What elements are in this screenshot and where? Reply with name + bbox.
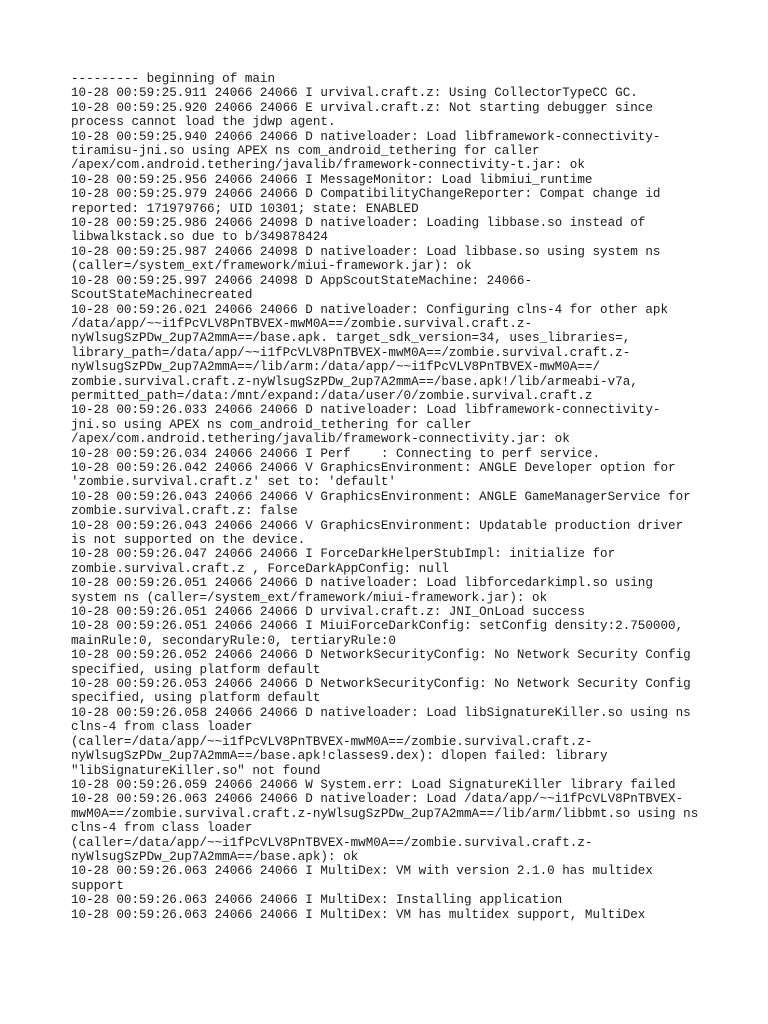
log-line: nyWlsugSzPDw_2up7A2mmA==/base.apk. target_sdk_version=34, uses_libraries=, bbox=[71, 331, 631, 346]
log-line: is not supported on the device. bbox=[71, 533, 306, 547]
log-line: zombie.survival.craft.z-nyWlsugSzPDw_2up7A2mmA==/base.apk!/lib/armeabi-v7a, bbox=[71, 374, 638, 389]
log-line: 10-28 00:59:26.063 24066 24066 D nativeloader: Load /data/app/~~i1fPcVLV8PnTBVEX- bbox=[71, 792, 684, 807]
log-line: /apex/com.android.tethering/javalib/framework-connectivity.jar: ok bbox=[71, 432, 570, 447]
log-line: libwalkstack.so due to b/349878424 bbox=[71, 230, 328, 245]
log-line: reported: 171979766; UID 10301; state: ENABLED bbox=[71, 201, 419, 216]
log-line: 10-28 00:59:26.051 24066 24066 D urvival.craft.z: JNI_OnLoad success bbox=[71, 605, 585, 620]
log-line: "libSignatureKiller.so" not found bbox=[71, 763, 321, 778]
log-line: 10-28 00:59:26.053 24066 24066 D NetworkSecurityConfig: No Network Security Config bbox=[71, 677, 691, 692]
log-line: jni.so using APEX ns com_android_tethering for caller bbox=[71, 417, 472, 432]
log-line: nyWlsugSzPDw_2up7A2mmA==/lib/arm:/data/app/~~i1fPcVLV8PnTBVEX-mwM0A==/ bbox=[71, 360, 601, 375]
log-line: 10-28 00:59:25.956 24066 24066 I MessageMonitor: Load libmiui_runtime bbox=[71, 172, 593, 187]
log-line: zombie.survival.craft.z: false bbox=[71, 504, 298, 519]
log-line: 10-28 00:59:26.063 24066 24066 I MultiDex: VM has multidex support, MultiDex bbox=[71, 907, 646, 922]
log-line: 10-28 00:59:26.047 24066 24066 I ForceDarkHelperStubImpl: initialize for bbox=[71, 547, 616, 562]
log-line: (caller=/system_ext/framework/miui-framework.jar): ok bbox=[71, 259, 472, 274]
log-line: 10-28 00:59:26.043 24066 24066 V GraphicsEnvironment: ANGLE GameManagerService for bbox=[71, 489, 691, 504]
log-line: support bbox=[71, 878, 124, 893]
log-document bbox=[71, 72, 731, 922]
log-line: 10-28 00:59:26.021 24066 24066 D nativeloader: Configuring clns-4 for other apk bbox=[71, 302, 669, 317]
log-line: tiramisu-jni.so using APEX ns com_android_tethering for caller bbox=[71, 144, 540, 159]
log-line: 10-28 00:59:26.051 24066 24066 I MiuiForceDarkConfig: setConfig density:2.750000, bbox=[71, 619, 684, 634]
log-line: library_path=/data/app/~~i1fPcVLV8PnTBVEX-mwM0A==/zombie.survival.craft.z- bbox=[71, 345, 631, 360]
log-line: --------- beginning of main bbox=[71, 72, 276, 86]
log-line: 10-28 00:59:26.052 24066 24066 D NetworkSecurityConfig: No Network Security Config bbox=[71, 648, 691, 663]
log-line: 'zombie.survival.craft.z' set to: 'default' bbox=[71, 475, 396, 490]
log-line: 10-28 00:59:26.058 24066 24066 D nativeloader: Load libSignatureKiller.so using ns bbox=[71, 705, 691, 720]
log-line: ScoutStateMachinecreated bbox=[71, 288, 253, 303]
log-line: 10-28 00:59:26.063 24066 24066 I MultiDex: Installing application bbox=[71, 893, 563, 908]
log-line: 10-28 00:59:25.940 24066 24066 D nativeloader: Load libframework-connectivity- bbox=[71, 129, 661, 144]
log-line: 10-28 00:59:26.034 24066 24066 I Perf : Connecting to perf service. bbox=[71, 446, 601, 461]
log-line: 10-28 00:59:26.059 24066 24066 W System.err: Load SignatureKiller library failed bbox=[71, 777, 676, 792]
log-line: 10-28 00:59:26.043 24066 24066 V GraphicsEnvironment: Updatable production driver bbox=[71, 518, 684, 533]
log-line: 10-28 00:59:26.063 24066 24066 I MultiDex: VM with version 2.1.0 has multidex bbox=[71, 864, 653, 879]
log-line: specified, using platform default bbox=[71, 691, 321, 706]
log-line: 10-28 00:59:25.997 24066 24098 D AppScoutStateMachine: 24066- bbox=[71, 273, 533, 288]
log-line: system ns (caller=/system_ext/framework/miui-framework.jar): ok bbox=[71, 590, 548, 605]
log-line: (caller=/data/app/~~i1fPcVLV8PnTBVEX-mwM0A==/zombie.survival.craft.z- bbox=[71, 835, 593, 850]
log-line: 10-28 00:59:25.979 24066 24066 D CompatibilityChangeReporter: Compat change id bbox=[71, 187, 661, 202]
log-line: 10-28 00:59:25.986 24066 24098 D nativeloader: Loading libbase.so instead of bbox=[71, 216, 646, 231]
log-line: 10-28 00:59:25.987 24066 24098 D nativeloader: Load libbase.so using system ns bbox=[71, 244, 661, 259]
log-line: /apex/com.android.tethering/javalib/framework-connectivity-t.jar: ok bbox=[71, 158, 585, 173]
log-line: 10-28 00:59:25.911 24066 24066 I urvival.craft.z: Using CollectorTypeCC GC. bbox=[71, 86, 638, 101]
log-line: 10-28 00:59:26.042 24066 24066 V GraphicsEnvironment: ANGLE Developer option for bbox=[71, 460, 676, 475]
log-line: nyWlsugSzPDw_2up7A2mmA==/base.apk): ok bbox=[71, 849, 359, 864]
log-line: clns-4 from class loader bbox=[71, 720, 253, 735]
log-line: nyWlsugSzPDw_2up7A2mmA==/base.apk!classes9.dex): dlopen failed: library bbox=[71, 749, 608, 764]
log-line: process cannot load the jdwp agent. bbox=[71, 115, 336, 130]
log-line: /data/app/~~i1fPcVLV8PnTBVEX-mwM0A==/zombie.survival.craft.z- bbox=[71, 316, 533, 331]
log-line: 10-28 00:59:26.033 24066 24066 D nativeloader: Load libframework-connectivity- bbox=[71, 403, 661, 418]
log-line: 10-28 00:59:25.920 24066 24066 E urvival.craft.z: Not starting debugger since bbox=[71, 100, 653, 115]
log-line: clns-4 from class loader bbox=[71, 821, 253, 836]
log-line: mwM0A==/zombie.survival.craft.z-nyWlsugSzPDw_2up7A2mmA==/lib/arm/libbmt.so using ns bbox=[71, 806, 699, 821]
log-line: mainRule:0, secondaryRule:0, tertiaryRule:0 bbox=[71, 633, 396, 648]
log-line: zombie.survival.craft.z , ForceDarkAppConfig: null bbox=[71, 561, 449, 576]
log-line: permitted_path=/data:/mnt/expand:/data/user/0/zombie.survival.craft.z bbox=[71, 388, 593, 403]
log-line: (caller=/data/app/~~i1fPcVLV8PnTBVEX-mwM0A==/zombie.survival.craft.z- bbox=[71, 734, 593, 749]
log-line: 10-28 00:59:26.051 24066 24066 D nativeloader: Load libforcedarkimpl.so using bbox=[71, 576, 653, 591]
log-line: specified, using platform default bbox=[71, 662, 321, 677]
